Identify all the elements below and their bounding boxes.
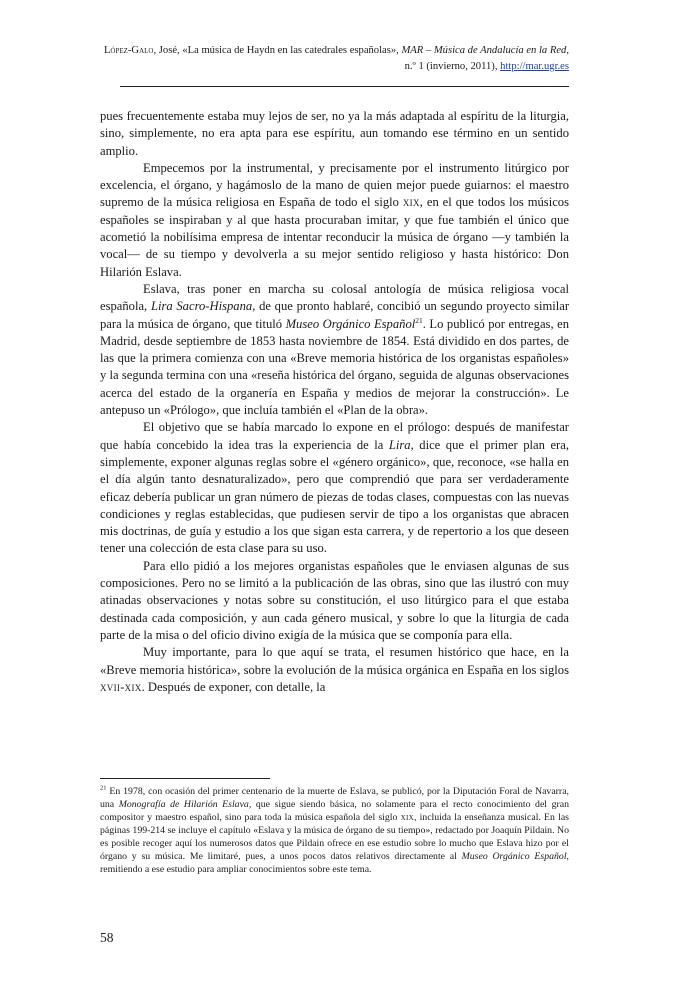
title-lira: Lira Sacro-Hispana: [150, 299, 253, 314]
footnote-ref-21[interactable]: 21: [415, 315, 423, 325]
header-rule: [120, 86, 569, 87]
footnote-title-monografia: Monografía de Hilarión Eslava: [118, 799, 249, 810]
footnote-title-museo: Museo Orgánico Español: [461, 851, 567, 862]
running-header: [100, 43, 569, 75]
title-museo: Museo Orgánico Español: [285, 316, 416, 331]
paragraph-4: El objetivo que se había marcado lo expone en el prólogo: después de manifestar que había concebido la idea tras la experiencia de la Lira, dice que el primer plan era, simplemente, exponer algunas reglas sobre el «género orgánico», que, reconoce, «se halla en el día algún tanto desnaturalizado», pero que comprendió que para ser verdaderamente eficaz debería publicar un gran número de piezas de todas clases, compuestas con las nuevas condiciones y reglas establecidas, que pudiesen servir de tipo a los organistas que abracen mis doctrinas, de guía y estudio a los que sigan esta carrera, y de repertorio a los que deseen tener una colección de esta clase para su uso.: [100, 420, 569, 556]
centuries-numeral: xvii-xix: [100, 679, 142, 694]
header-url-link[interactable]: http://mar.ugr.es: [500, 61, 569, 72]
footnote-rule: [100, 778, 270, 779]
footnote-21: $^{21}$ En 1978, con ocasión del primer centenario de la muerte de Eslava, se publicó, por la Diputación Foral de Navarra, una Monografía de Hilarión Eslava, que sigue siendo básica, no solamente para el recto conocimiento del gran compositor y maestro español, sino para toda la música española del siglo xix, incluida la enseñanza musical. En las páginas 199-214 se incluye el capítulo «Eslava y la música de órgano de su tiempo», redactado por Joaquín Pildain. No es posible recoger aquí los numerosos datos que Pildain ofrece en ese estudio sobre lo mucho que Eslava hizo por el órgano y su música. Me limitaré, pues, a unos pocos datos relativos directamente al Museo Orgánico Español, remitiendo a ese estudio para ampliar conocimientos sobre este tema.: [100, 784, 569, 875]
paragraph-3: Eslava, tras poner en marcha su colosal antología de música religiosa vocal española, Lira Sacro-Hispana, de que pronto hablaré, concibió un segundo proyecto similar para la música de órgano, que tituló Museo Orgánico Español$^{21}$. Lo publicó por entregas, en Madrid, desde septiembre de 1853 hasta noviembre de 1854. Está dividido en dos partes, de las que la primera comienza con una «Breve memoria histórica de los organistas españoles» y la segunda termina con una «reseña histórica del órgano, seguida de algunas observaciones acerca del estado de la organería en España y medios de mejorar la construcción». Le antepuso un «Prólogo», que incluía también el «Plan de la obra».: [100, 281, 570, 418]
paragraph-6: Muy importante, para lo que aquí se trata, el resumen histórico que hace, en la «Breve memoria histórica», sobre la evolución de la música orgánica en España en los siglos xvii-xix. Después de exponer, con detalle, la: [100, 645, 569, 694]
paragraph-1: pues frecuentemente estaba muy lejos de ser, no ya la más adaptada al espíritu de la liturgia, sino, simplemente, no era apta para ese espíritu, aun tomando ese término en un sentido amplio.: [100, 109, 569, 158]
century-numeral: xix: [402, 195, 420, 210]
title-lira-short: Lira: [388, 437, 411, 452]
header-citation: , José, «La música de Haydn en las catedrales españolas»,: [153, 45, 402, 56]
footnote-number: 21: [100, 784, 107, 792]
main-text: [100, 108, 569, 696]
header-issue: , n.º 1 (invierno, 2011),: [404, 45, 569, 72]
header-author: López-Galo: [103, 45, 154, 56]
paragraph-5: Para ello pidió a los mejores organistas españoles que le enviasen algunas de sus composiciones. Pero no se limitó a la publicación de las obras, sino que las ilustró con muy atinadas observaciones y notas sobre su constitución, el uso litúrgico para el que estaba destinada cada composición, y aun cada género musical, y sobre lo que la liturgia de cada parte de la misa o del oficio divino exigía de la música que se componía para ella.: [100, 558, 569, 642]
header-journal: MAR – Música de Andalucía en la Red: [401, 45, 567, 56]
paragraph-2: Empecemos por la instrumental, y precisamente por el instrumento litúrgico por excelencia, el órgano, y hagámoslo de la mano de quien mejor puede guiarnos: el maestro supremo de la música religiosa en España de todo el siglo xix, en el que todos los músicos españoles se inspiraban y al que hasta procuraban imitar, y que fue también el único que acometió la nobilísima empresa de intentar reconducir la música de órgano —y también la vocal— de su tiempo y devolverla a su mejor sentido religioso y hasta histórico: Don Hilarión Eslava.: [100, 160, 569, 279]
page-number: 58: [100, 930, 114, 945]
